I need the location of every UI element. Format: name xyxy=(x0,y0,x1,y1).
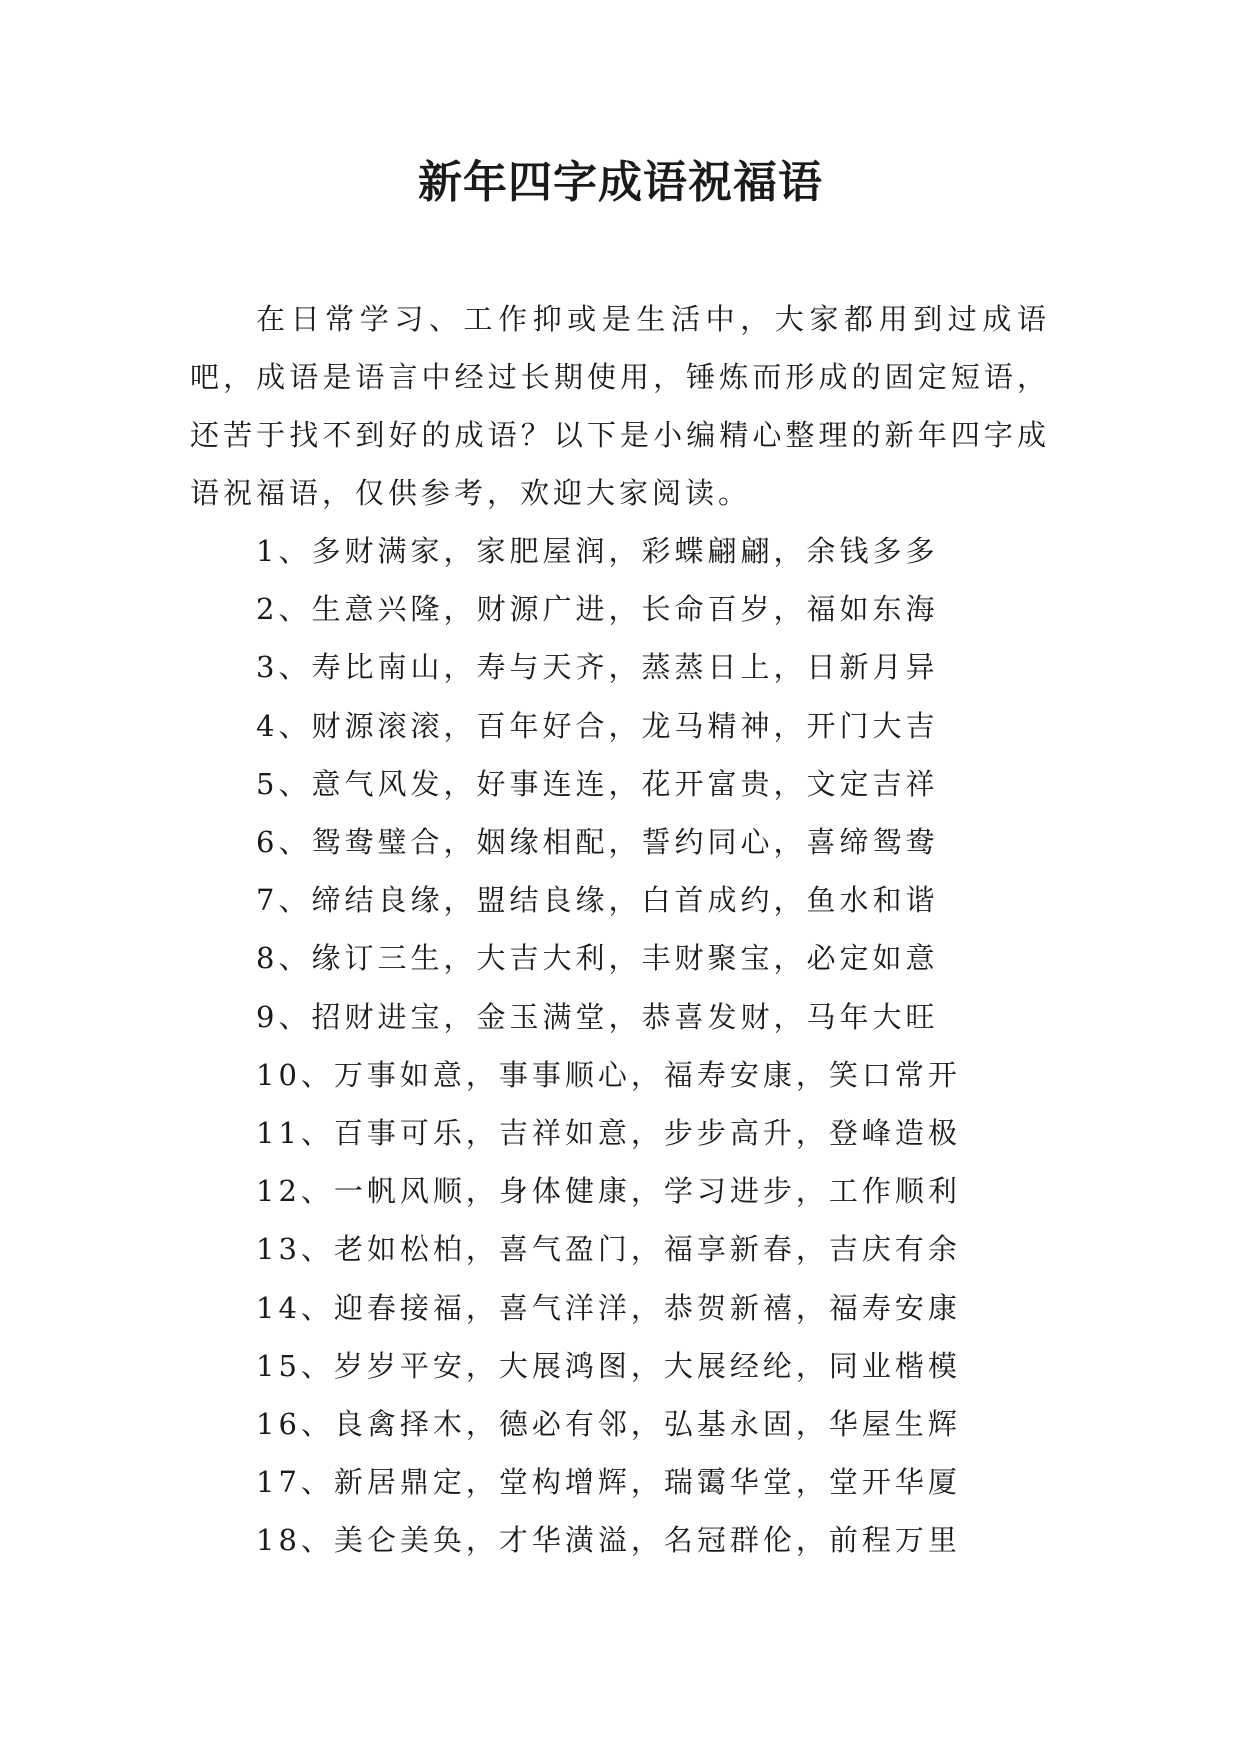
idiom-item-17: 17、新居鼎定，堂构增辉，瑞霭华堂，堂开华厦 xyxy=(256,1465,961,1500)
idiom-item-5: 5、意气风发，好事连连，花开富贵，文定吉祥 xyxy=(256,766,939,801)
idiom-item-11: 11、百事可乐，吉祥如意，步步高升，登峰造极 xyxy=(256,1116,961,1151)
idiom-item-2: 2、生意兴隆，财源广进，长命百岁，福如东海 xyxy=(256,592,939,627)
idiom-list xyxy=(190,522,1050,1570)
idiom-item-13: 13、老如松柏，喜气盈门，福享新春，吉庆有余 xyxy=(256,1232,961,1267)
idiom-item-18: 18、美仑美奂，才华潢溢，名冠群伦，前程万里 xyxy=(256,1523,961,1558)
idiom-item-4: 4、财源滚滚，百年好合，龙马精神，开门大吉 xyxy=(256,708,939,743)
idiom-item-1: 1、多财满家，家肥屋润，彩蝶翩翩，余钱多多 xyxy=(256,534,939,568)
idiom-item-9: 9、招财进宝，金玉满堂，恭喜发财，马年大旺 xyxy=(256,999,939,1034)
idiom-item-14: 14、迎春接福，喜气洋洋，恭贺新禧，福寿安康 xyxy=(256,1290,961,1325)
idiom-item-3: 3、寿比南山，寿与天齐，蒸蒸日上，日新月异 xyxy=(256,650,939,685)
idiom-item-7: 7、缔结良缘，盟结良缘，白首成约，鱼水和谐 xyxy=(256,883,939,918)
document-body xyxy=(190,290,1050,1570)
document-title: 新年四字成语祝福语 xyxy=(418,157,823,208)
intro-paragraph: 在日常学习、工作抑或是生活中，大家都用到过成语吧，成语是语言中经过长期使用，锤炼而形成的固定短语，还苦于找不到好的成语？以下是小编精心整理的新年四字成语祝福语，仅供参考，欢迎大家阅读。 xyxy=(190,302,1050,510)
idiom-item-6: 6、鸳鸯璧合，姻缘相配，誓约同心，喜缔鸳鸯 xyxy=(256,825,939,860)
idiom-item-12: 12、一帆风顺，身体健康，学习进步，工作顺利 xyxy=(256,1174,961,1209)
idiom-item-15: 15、岁岁平安，大展鸿图，大展经纶，同业楷模 xyxy=(256,1348,961,1383)
idiom-item-8: 8、缘订三生，大吉大利，丰财聚宝，必定如意 xyxy=(256,941,939,976)
idiom-item-10: 10、万事如意，事事顺心，福寿安康，笑口常开 xyxy=(256,1057,961,1092)
idiom-item-16: 16、良禽择木，德必有邻，弘基永固，华屋生辉 xyxy=(256,1407,961,1442)
